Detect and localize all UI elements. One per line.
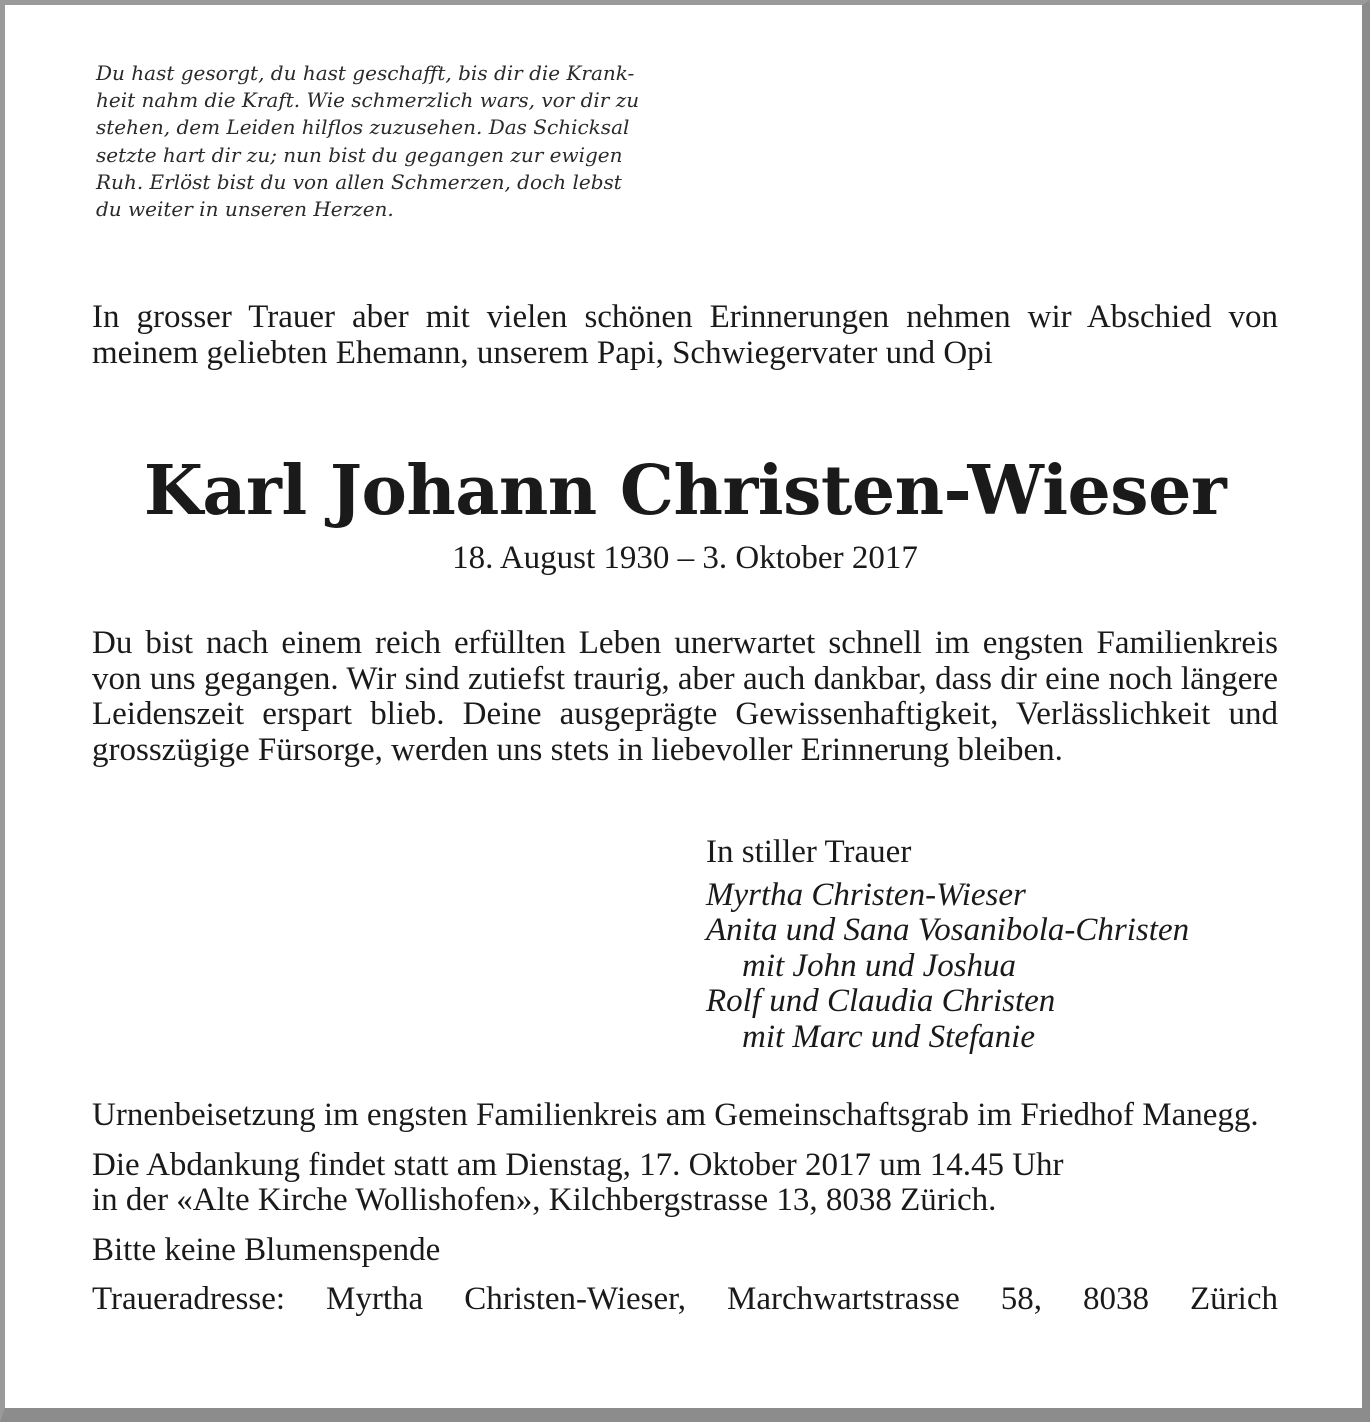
life-dates: 18. August 1930 – 3. Oktober 2017 [452,540,918,576]
mourner-name: Myrtha Christen-Wieser [706,876,1026,913]
intro-paragraph: In grosser Trauer aber mit vielen schönen Erinnerungen nehmen wir Abschied von meinem geliebten Ehemann, unserem Papi, Schwiegervater und Opi [92,299,1278,371]
poem-line: Ruh. Erlöst bist du von allen Schmerzen, doch lebst [96,169,622,194]
mourner-name: mit Marc und Stefanie [742,1018,1035,1055]
service-line: Die Abdankung findet statt am Dienstag, 17. Oktober 2017 um 14.45 Uhr [92,1146,1064,1183]
poem-line: du weiter in unseren Herzen. [96,197,394,222]
service-line: in der «Alte Kirche Wollishofen», Kilchbergstrasse 13, 8038 Zürich. [92,1182,997,1218]
deceased-name: Karl Johann Christen-Wieser [143,451,1227,531]
service-notice [92,1148,1278,1219]
mourner-name: Anita und Sana Vosanibola-Christen [706,912,1190,948]
poem [96,60,756,223]
mourner-name: mit John und Joshua [742,947,1017,984]
poem-line: stehen, dem Leiden hilflos zuzusehen. Das Schicksal [96,115,630,140]
mourners-block [706,835,1286,1055]
poem-line: setzte hart dir zu; nun bist du gegangen zur ewigen [96,142,623,167]
mourning-address: Traueradresse: Myrtha Christen-Wieser, Marchwartstrasse 58, 8038 Zürich [92,1281,1278,1317]
burial-notice: Urnenbeisetzung im engsten Familienkreis am Gemeinschaftsgrab im Friedhof Manegg. [92,1097,1259,1133]
flowers-notice: Bitte keine Blumenspende [92,1231,441,1268]
mourners-heading: In stiller Trauer [706,834,912,870]
poem-line: Du hast gesorgt, du hast geschafft, bis dir die Krank- [96,61,635,85]
tribute-paragraph: Du bist nach einem reich erfüllten Leben unerwartet schnell im engsten Familienkreis von uns gegangen. Wir sind zutiefst traurig, aber auch dankbar, dass dir eine noch längere Leidenszeit erspart blieb. Deine ausgeprägte Gewissenhaftigkeit, Verlässlichkeit und grosszügige Fürsorge, werden uns stets in liebevoller Erinnerung bleiben. [92,625,1278,768]
notices [92,1098,1278,1332]
mourner-name: Rolf und Claudia Christen [706,983,1056,1019]
poem-line: heit nahm die Kraft. Wie schmerzlich wars, vor dir zu [96,88,640,113]
